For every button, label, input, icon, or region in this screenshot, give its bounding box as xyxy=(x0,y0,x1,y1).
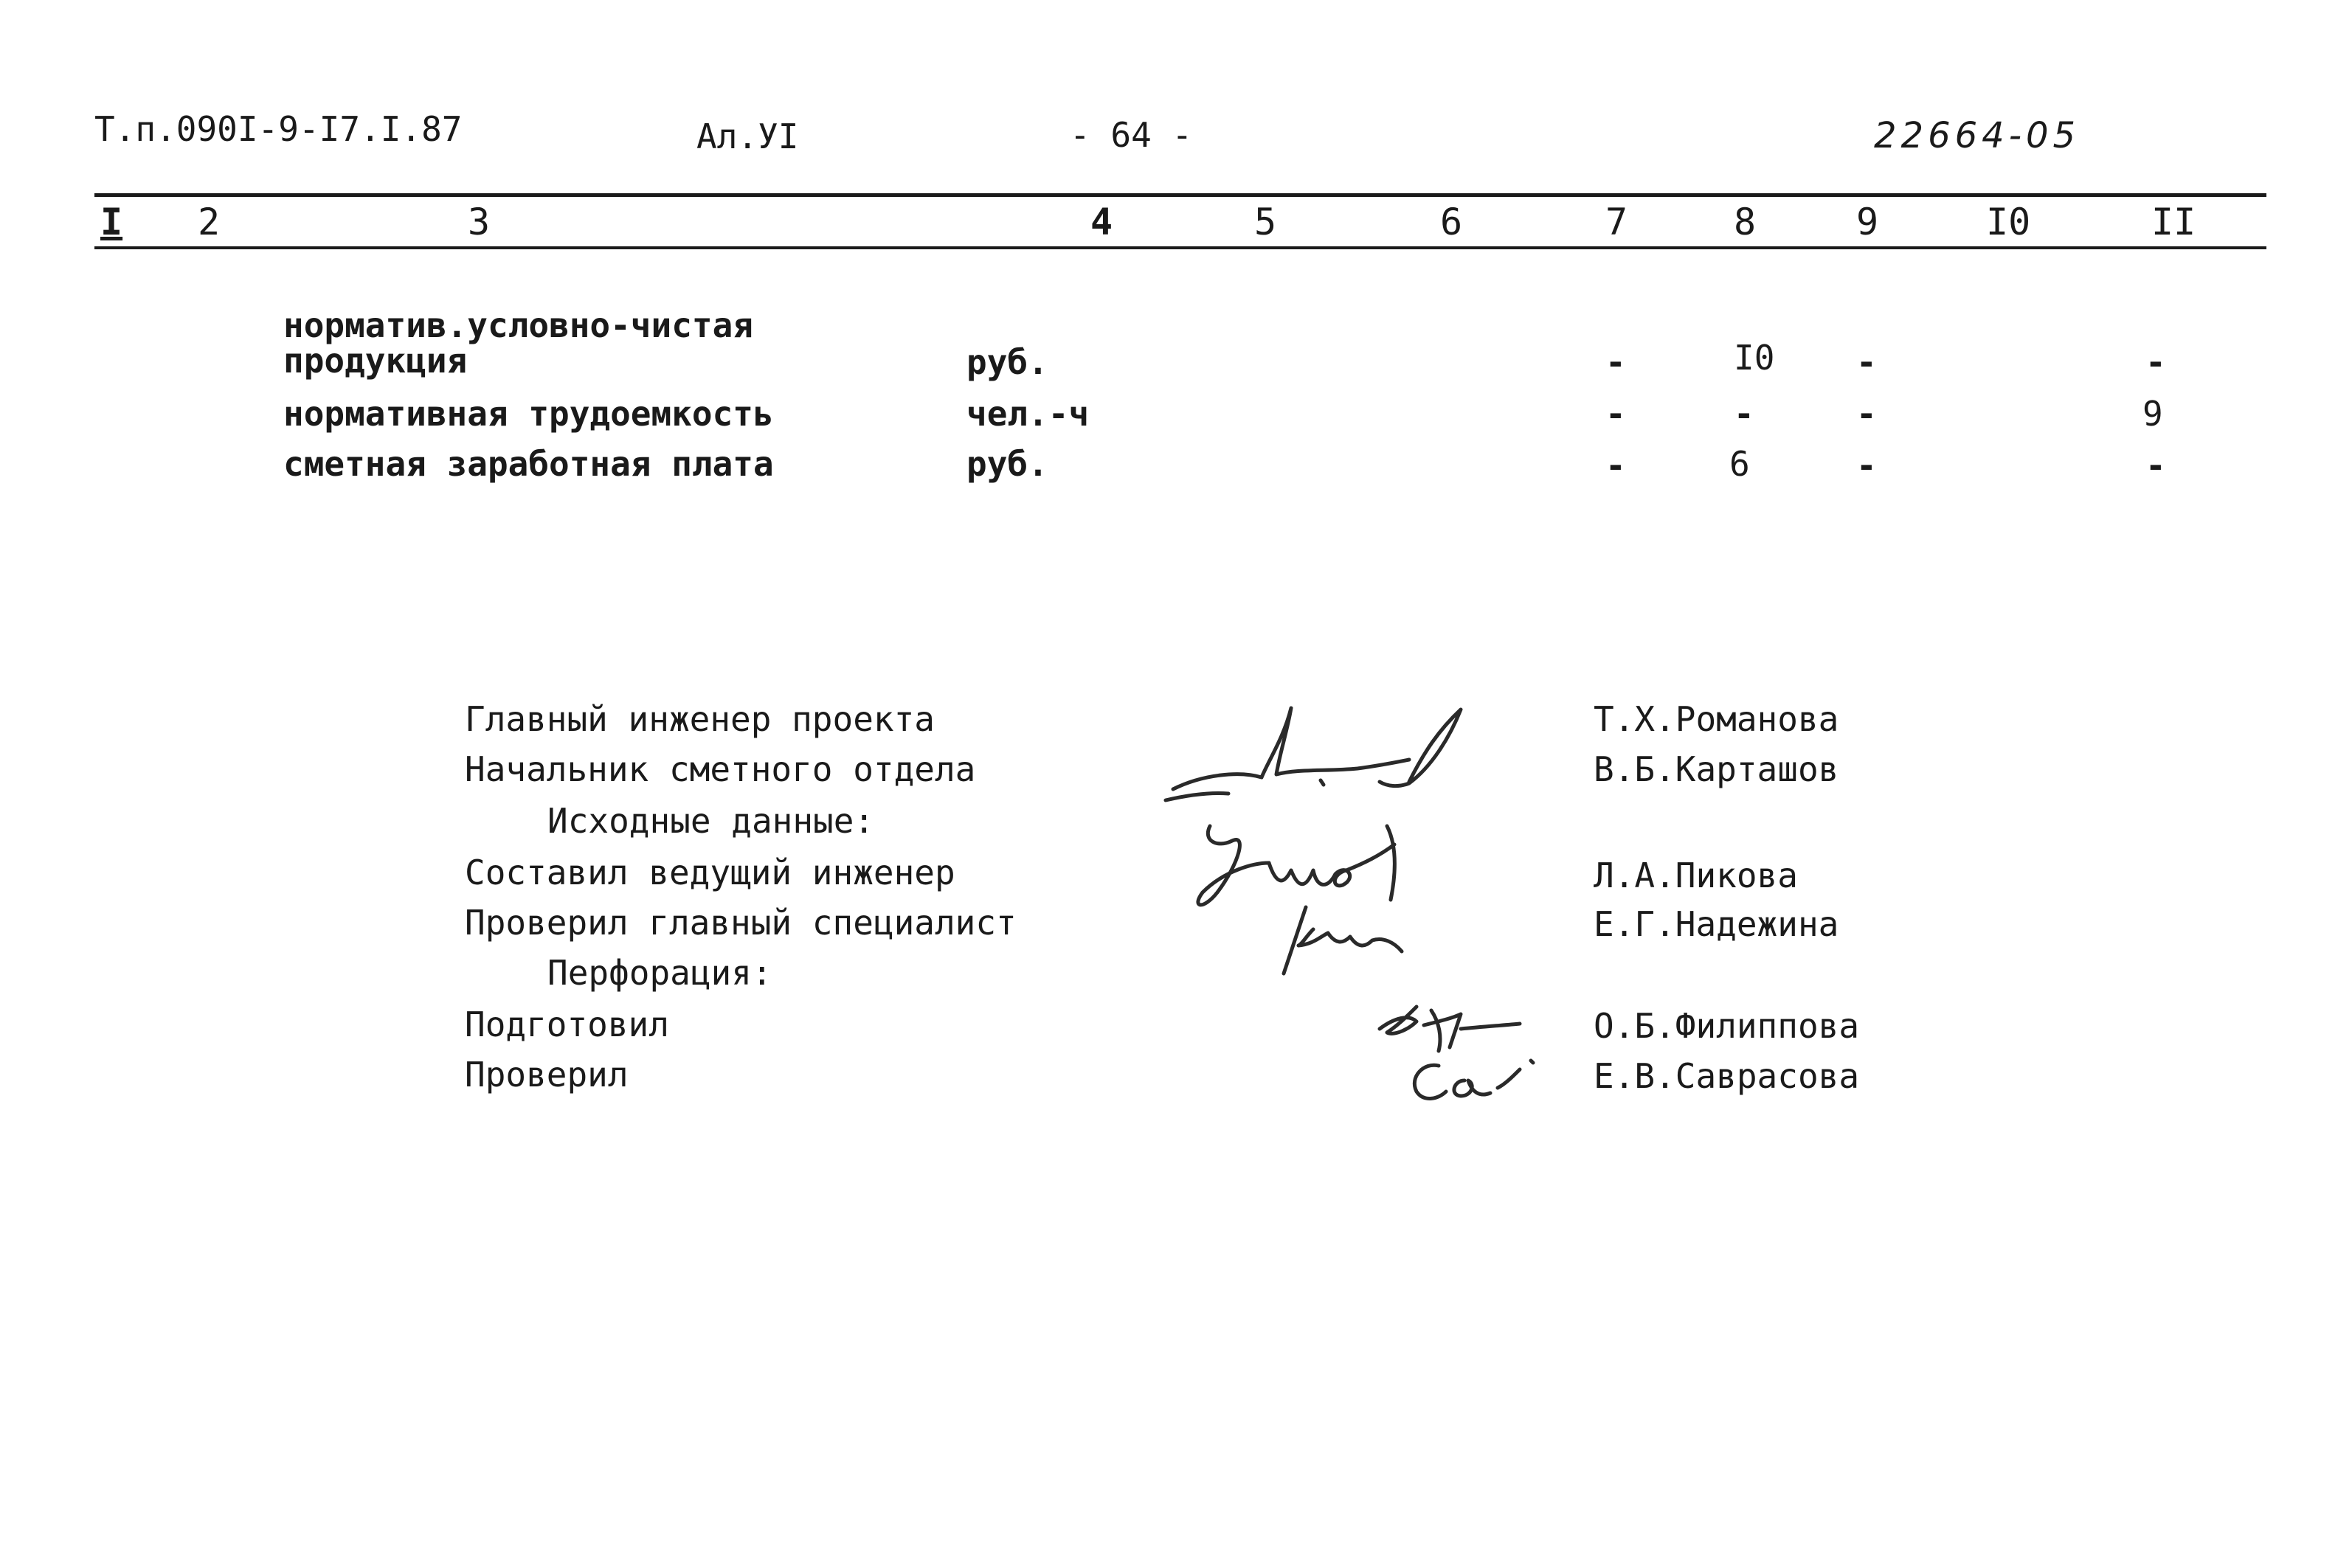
signature-filippova xyxy=(1365,996,1527,1055)
row-3-name: сметная заработная плата xyxy=(283,444,774,484)
table-top-rule xyxy=(94,193,2266,197)
checked-role: Проверил главный специалист xyxy=(465,903,1017,943)
perforation-heading: Перфорация: xyxy=(547,953,772,993)
column-number-3: 3 xyxy=(468,201,491,243)
row-1-name-line-1: норматив.условно-чистая xyxy=(283,305,753,345)
column-number-1: I xyxy=(100,201,123,243)
row-2-col-9: - xyxy=(1856,394,1877,434)
column-number-11: II xyxy=(2151,201,2196,243)
row-1-unit: руб. xyxy=(966,342,1048,382)
perf-checked-name: Е.В.Саврасова xyxy=(1594,1056,1860,1096)
chief-engineer-name: Т.Х.Романова xyxy=(1594,699,1839,739)
signature-savrasova xyxy=(1394,1047,1542,1114)
row-1-col-7: - xyxy=(1605,342,1626,382)
row-1-col-11: - xyxy=(2145,342,2166,382)
row-2-name: нормативная трудоемкость xyxy=(283,394,774,434)
row-3-col-9: - xyxy=(1856,445,1877,485)
row-1-col-9: - xyxy=(1856,342,1877,382)
row-2-unit: чел.-ч xyxy=(966,394,1090,434)
column-number-7: 7 xyxy=(1605,201,1628,243)
row-1-name-line-2: продукция xyxy=(283,341,468,381)
column-number-2: 2 xyxy=(198,201,221,243)
column-number-8: 8 xyxy=(1734,201,1757,243)
document-code: Т.п.090I-9-I7.I.87 xyxy=(94,109,463,149)
prepared-name: О.Б.Филиппова xyxy=(1594,1006,1860,1046)
compiled-name: Л.А.Пикова xyxy=(1594,856,1798,895)
row-3-col-11: - xyxy=(2145,445,2166,485)
row-3-col-7: - xyxy=(1605,445,1626,485)
column-number-4: 4 xyxy=(1090,201,1113,243)
row-3-col-8: 6 xyxy=(1729,444,1750,484)
estimate-head-role: Начальник сметного отдела xyxy=(465,749,976,789)
estimate-head-name: В.Б.Карташов xyxy=(1594,749,1839,789)
prepared-role: Подготовил xyxy=(465,1005,669,1044)
row-1-col-8: I0 xyxy=(1734,338,1775,378)
signature-romanova-kartashov xyxy=(1158,701,1483,811)
column-number-6: 6 xyxy=(1440,201,1463,243)
checked-name: Е.Г.Надежина xyxy=(1594,904,1839,944)
row-2-col-8: - xyxy=(1734,394,1754,434)
archive-number: 22664-05 xyxy=(1874,115,2081,156)
row-3-unit: руб. xyxy=(966,444,1048,484)
column-number-10: I0 xyxy=(1986,201,2031,243)
signature-nadezhina xyxy=(1276,900,1424,981)
source-data-heading: Исходные данные: xyxy=(547,801,875,841)
chief-engineer-role: Главный инженер проекта xyxy=(465,699,935,739)
table-header-rule xyxy=(94,246,2266,249)
compiled-role: Составил ведущий инженер xyxy=(465,853,955,892)
row-2-col-11: 9 xyxy=(2142,394,2163,434)
perf-checked-role: Проверил xyxy=(465,1055,629,1095)
column-number-9: 9 xyxy=(1856,201,1879,243)
album-number: Ал.УI xyxy=(696,117,799,156)
page-number: - 64 - xyxy=(1070,115,1193,155)
row-2-col-7: - xyxy=(1605,394,1626,434)
column-number-5: 5 xyxy=(1254,201,1277,243)
